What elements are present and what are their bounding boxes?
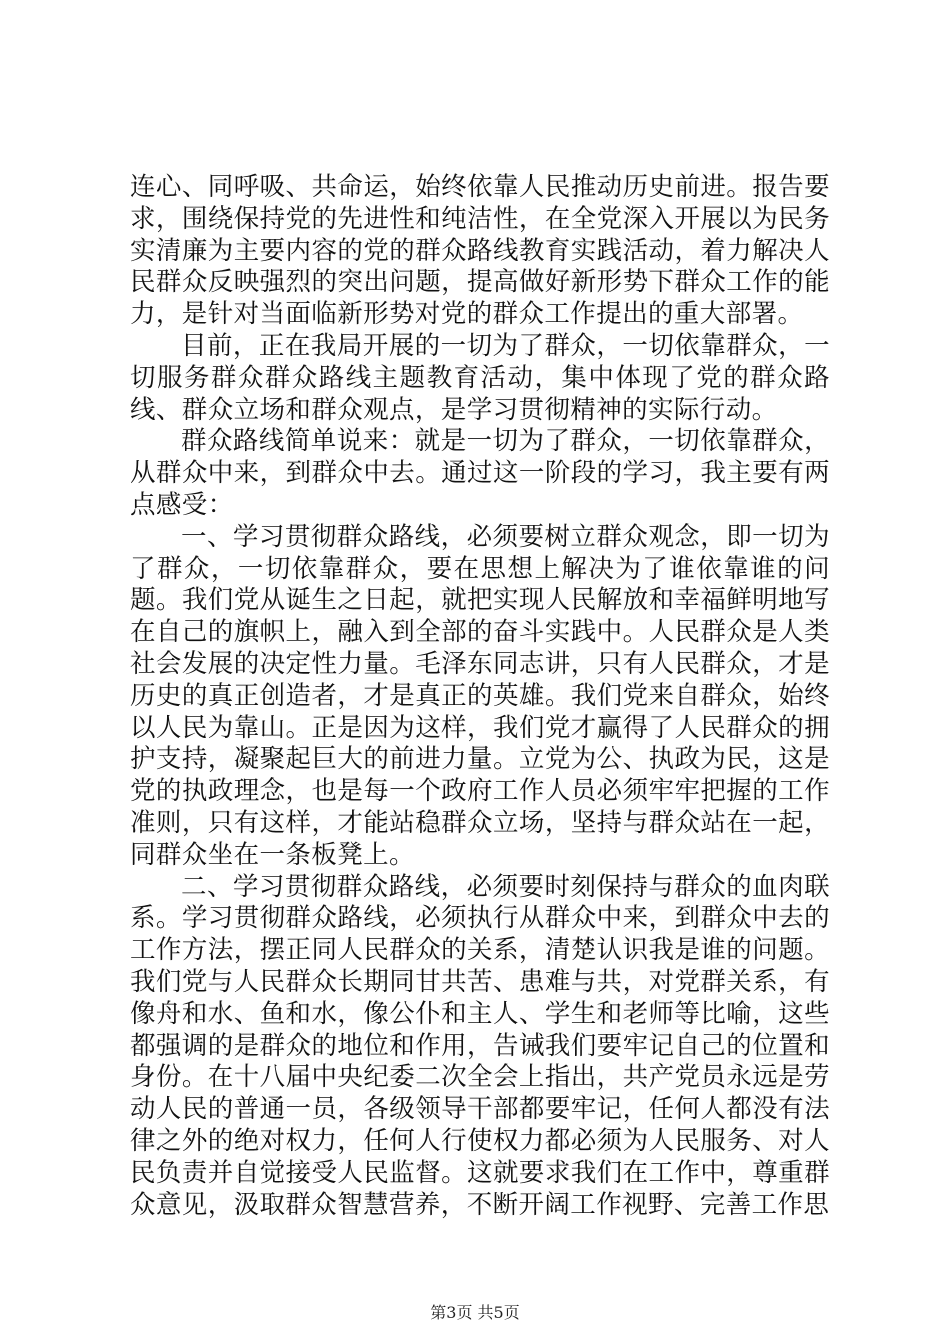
paragraph-1: 连心、同呼吸、共命运，始终依靠人民推动历史前进。报告要求，围绕保持党的先进性和纯洁性，在全党深入开展以为民务实清廉为主要内容的党的群众路线教育实践活动，着力解决人民群众反映强烈的突出问题，提高做好新形势下群众工作的能力，是针对当面临新形势对党的群众工作提出的重大部署。: [130, 172, 830, 330]
paragraph-2: 目前，正在我局开展的一切为了群众，一切依靠群众，一切服务群众群众路线主题教育活动，集中体现了党的群众路线、群众立场和群众观点，是学习贯彻精神的实际行动。: [130, 330, 830, 425]
paragraph-4: 一、学习贯彻群众路线，必须要树立群众观念，即一切为了群众，一切依靠群众，要在思想上解决为了谁依靠谁的问题。我们党从诞生之日起，就把实现人民解放和幸福鲜明地写在自己的旗帜上，融入到全部的奋斗实践中。人民群众是人类社会发展的决定性力量。毛泽东同志讲，只有人民群众，才是历史的真正创造者，才是真正的英雄。我们党来自群众，始终以人民为靠山。正是因为这样，我们党才赢得了人民群众的拥护支持，凝聚起巨大的前进力量。立党为公、执政为民，这是党的执政理念，也是每一个政府工作人员必须牢牢把握的工作准则，只有这样，才能站稳群众立场，坚持与群众站在一起，同群众坐在一条板凳上。: [130, 521, 830, 870]
paragraph-3: 群众路线简单说来：就是一切为了群众，一切依靠群众，从群众中来，到群众中去。通过这一阶段的学习，我主要有两点感受：: [130, 426, 830, 520]
paragraph-5: 二、学习贯彻群众路线，必须要时刻保持与群众的血肉联系。学习贯彻群众路线，必须执行从群众中来，到群众中去的工作方法，摆正同人民群众的关系，清楚认识我是谁的问题。我们党与人民群众长期同甘共苦、患难与共，对党群关系，有像舟和水、鱼和水，像公仆和主人、学生和老师等比喻，这些都强调的是群众的地位和作用，告诫我们要牢记自己的位置和身份。在十八届中央纪委二次全会上指出，共产党员永远是劳动人民的普通一员，各级领导干部都要牢记，任何人都没有法律之外的绝对权力，任何人行使权力都必须为人民服务、对人民负责并自觉接受人民监督。这就要求我们在工作中，尊重群众意见，汲取群众智慧营养，不断开阔工作视野、完善工作思: [130, 871, 830, 1220]
page-number-footer: 第3页 共5页: [430, 1303, 520, 1322]
document-body: [130, 172, 830, 1221]
